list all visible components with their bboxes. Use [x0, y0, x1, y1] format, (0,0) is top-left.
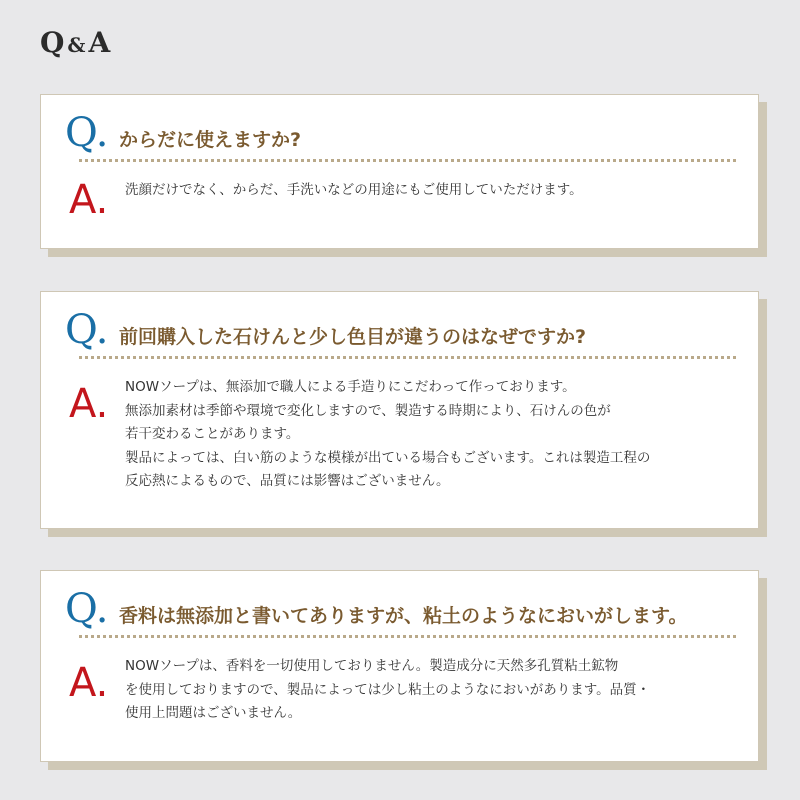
title-ampersand: &	[67, 33, 87, 57]
answer-line: NOWソープは、香料を一切使用しておりません。製造成分に天然多孔質粘土鉱物	[125, 658, 619, 674]
answer-line: NOWソープは、無添加で職人による手造りにこだわって作っております。	[125, 379, 576, 395]
answer-text-2	[125, 376, 740, 494]
answer-line: 洗顔だけでなく、からだ、手洗いなどの用途にもご使用していただけます。	[125, 182, 583, 198]
answer-text-1	[125, 179, 740, 203]
dotted-divider	[79, 635, 736, 638]
question-row-2	[65, 307, 587, 353]
answer-line: 使用上問題はございません。	[125, 705, 302, 721]
question-marker: Q.	[65, 586, 109, 632]
qa-card-3	[40, 570, 759, 762]
question-row-1	[65, 110, 302, 156]
dotted-divider	[79, 356, 736, 359]
answer-line: 無添加素材は季節や環境で変化しますので、製造する時期により、石けんの色が	[125, 402, 611, 419]
qa-card-1	[40, 94, 759, 249]
answer-marker: A.	[69, 177, 109, 223]
answer-text-3	[125, 655, 740, 726]
question-text-3: 香料は無添加と書いてありますが、粘土のようなにおいがします。	[119, 605, 688, 627]
answer-line: 反応熱によるもので、品質には影響はございません。	[125, 473, 450, 489]
answer-marker: A.	[69, 381, 109, 427]
page-title	[40, 26, 111, 59]
question-row-3	[65, 586, 688, 632]
answer-line: を使用しておりますので、製品によっては少し粘土のようなにおいがあります。品質・	[125, 681, 651, 698]
title-a: A	[88, 26, 112, 59]
question-marker: Q.	[65, 307, 109, 353]
answer-line: 製品によっては、白い筋のような模様が出ている場合もございます。これは製造工程の	[125, 449, 651, 466]
question-text-1: からだに使えますか?	[119, 129, 302, 151]
question-marker: Q.	[65, 110, 109, 156]
dotted-divider	[79, 159, 736, 162]
qa-card-2	[40, 291, 759, 529]
answer-marker: A.	[69, 660, 109, 706]
question-text-2: 前回購入した石けんと少し色目が違うのはなぜですか?	[119, 326, 587, 348]
title-q: Q	[40, 26, 66, 59]
answer-line: 若干変わることがあります。	[125, 426, 300, 442]
